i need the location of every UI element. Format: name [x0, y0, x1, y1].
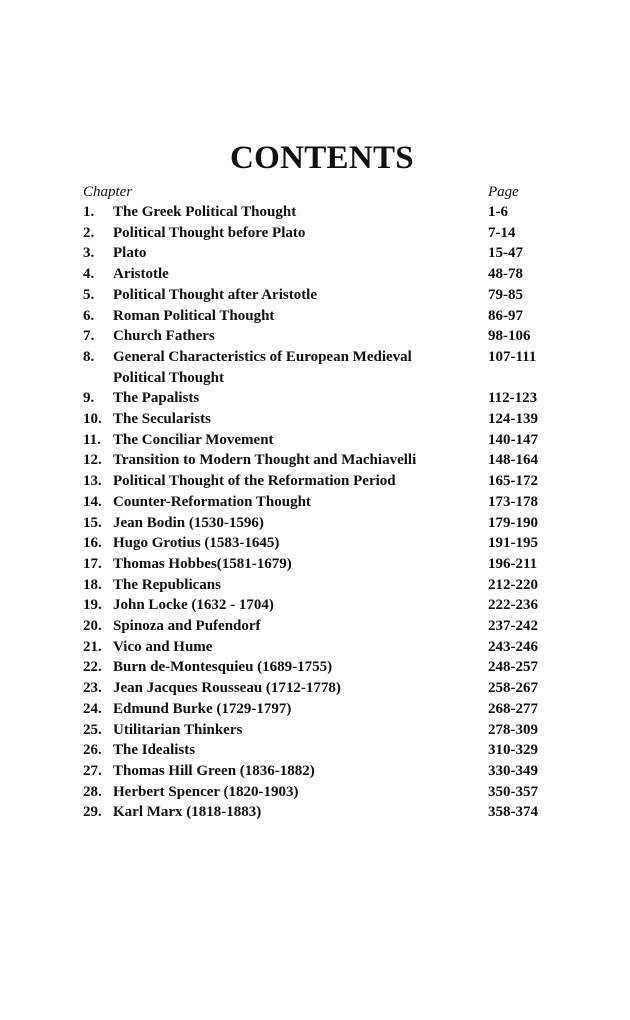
chapter-title: The Greek Political Thought — [113, 204, 297, 220]
chapter-number: 16. — [83, 535, 102, 552]
chapter-title: General Characteristics of European Medieval Political Thought — [113, 348, 412, 386]
chapter-title: Thomas Hobbes(1581-1679) — [113, 555, 292, 572]
chapter-title: Burn de-Montesquieu (1689-1755) — [113, 659, 333, 676]
chapter-number: 12. — [83, 452, 102, 469]
page-range: 173-178 — [488, 493, 538, 510]
toc-entry — [83, 202, 553, 223]
chapter-number: 24. — [83, 700, 102, 717]
page-range: 7-14 — [488, 224, 516, 241]
chapter-title: Church Fathers — [113, 328, 215, 345]
toc-entry — [83, 616, 553, 637]
toc-entry — [83, 740, 553, 761]
chapter-number: 9. — [83, 390, 95, 407]
chapter-title: Utilitarian Thinkers — [113, 721, 243, 738]
page-range: 237-242 — [488, 618, 538, 635]
chapter-title: Political Thought after Aristotle — [113, 286, 318, 303]
chapter-title: Roman Political Thought — [113, 307, 275, 324]
page-title: CONTENTS — [230, 140, 414, 176]
chapter-number: 1. — [83, 204, 95, 220]
page-range: 179-190 — [488, 514, 538, 531]
toc-entry — [83, 637, 553, 658]
chapter-number: 14. — [83, 493, 102, 510]
chapter-title: Jean Jacques Rousseau (1712-1778) — [113, 680, 341, 697]
chapter-title: Hugo Grotius (1583-1645) — [113, 535, 280, 552]
toc-entry — [83, 326, 553, 347]
page-range: 212-220 — [488, 576, 538, 593]
page-range: 86-97 — [488, 307, 523, 324]
page-range: 258-267 — [488, 680, 538, 697]
page-range: 191-195 — [488, 535, 538, 552]
toc-entry — [83, 243, 553, 264]
page-range: 196-211 — [488, 555, 538, 572]
chapter-title: Transition to Modern Thought and Machiavelli — [113, 452, 417, 469]
page-range: 268-277 — [488, 700, 538, 717]
toc-entry — [83, 450, 553, 471]
chapter-number: 13. — [83, 473, 102, 490]
chapter-title: Political Thought before Plato — [113, 224, 306, 241]
toc-entry — [83, 223, 553, 244]
chapter-number: 17. — [83, 555, 102, 572]
chapter-title: Political Thought of the Reformation Period — [113, 473, 396, 490]
page-range: 148-164 — [488, 452, 538, 469]
toc-entry — [83, 782, 553, 803]
chapter-number: 28. — [83, 783, 102, 800]
page-range: 112-123 — [488, 390, 538, 407]
toc-entry — [83, 699, 553, 720]
chapter-number: 22. — [83, 659, 102, 676]
page-range: 124-139 — [488, 411, 538, 428]
chapter-number: 26. — [83, 742, 102, 759]
page-range: 350-357 — [488, 783, 538, 800]
chapter-title: John Locke (1632 - 1704) — [113, 597, 274, 614]
chapter-title: Spinoza and Pufendorf — [113, 618, 261, 635]
chapter-title: The Republicans — [113, 576, 221, 593]
chapter-title: The Conciliar Movement — [113, 431, 274, 448]
column-header — [83, 182, 553, 202]
chapter-title: Edmund Burke (1729-1797) — [113, 700, 292, 717]
chapter-title: Karl Marx (1818-1883) — [113, 804, 262, 821]
toc-entry — [83, 657, 553, 678]
chapter-title: Aristotle — [113, 266, 169, 283]
chapter-title: Thomas Hill Green (1836-1882) — [113, 762, 315, 779]
chapter-number: 21. — [83, 638, 102, 655]
page-range: 107-111 — [488, 348, 537, 365]
toc-entry — [83, 347, 553, 388]
chapter-number: 23. — [83, 680, 102, 697]
chapter-number: 7. — [83, 328, 95, 345]
page-range: 140-147 — [488, 431, 538, 448]
chapter-number: 18. — [83, 576, 102, 593]
toc-entry — [83, 306, 553, 327]
page-range: 222-236 — [488, 597, 538, 614]
chapter-column-label: Chapter — [83, 184, 133, 200]
chapter-title: Counter-Reformation Thought — [113, 493, 311, 510]
toc-entry — [83, 554, 553, 575]
chapter-number: 27. — [83, 762, 102, 779]
chapter-title: The Papalists — [113, 390, 200, 407]
toc-entry — [83, 575, 553, 596]
toc-list — [83, 202, 553, 823]
page-range: 243-246 — [488, 638, 538, 655]
toc-entry — [83, 533, 553, 554]
chapter-number: 25. — [83, 721, 102, 738]
chapter-number: 10. — [83, 411, 102, 428]
chapter-number: 11. — [83, 431, 101, 448]
toc-entry — [83, 761, 553, 782]
chapter-number: 3. — [83, 245, 95, 262]
chapter-title: The Secularists — [113, 411, 211, 428]
page-column-label: Page — [488, 184, 519, 200]
chapter-number: 19. — [83, 597, 102, 614]
chapter-title: Plato — [113, 245, 147, 262]
page-range: 48-78 — [488, 266, 523, 283]
chapter-number: 6. — [83, 307, 95, 324]
toc-entry — [83, 430, 553, 451]
chapter-number: 8. — [83, 348, 95, 365]
chapter-number: 5. — [83, 286, 95, 303]
toc-entry — [83, 388, 553, 409]
toc-entry — [83, 409, 553, 430]
toc-entry — [83, 678, 553, 699]
chapter-number: 29. — [83, 804, 102, 821]
toc-entry — [83, 471, 553, 492]
toc-entry — [83, 264, 553, 285]
page-range: 278-309 — [488, 721, 538, 738]
toc-entry — [83, 802, 553, 823]
chapter-title: Jean Bodin (1530-1596) — [113, 514, 264, 531]
page-range: 79-85 — [488, 286, 523, 303]
page-range: 358-374 — [488, 804, 538, 821]
chapter-number: 2. — [83, 224, 95, 241]
toc-entry — [83, 595, 553, 616]
toc-entry — [83, 285, 553, 306]
toc-entry — [83, 720, 553, 741]
page-range: 330-349 — [488, 762, 538, 779]
chapter-number: 20. — [83, 618, 102, 635]
page-range: 310-329 — [488, 742, 538, 759]
page-range: 165-172 — [488, 473, 538, 490]
chapter-title: Herbert Spencer (1820-1903) — [113, 783, 299, 800]
toc-entry — [83, 492, 553, 513]
chapter-title: Vico and Hume — [113, 638, 213, 655]
chapter-number: 4. — [83, 266, 95, 283]
page-range: 15-47 — [488, 245, 523, 262]
chapter-number: 15. — [83, 514, 102, 531]
page-range: 1-6 — [488, 204, 508, 220]
toc-entry — [83, 513, 553, 534]
page-range: 98-106 — [488, 328, 531, 345]
chapter-title: The Idealists — [113, 742, 196, 759]
page-range: 248-257 — [488, 659, 538, 676]
